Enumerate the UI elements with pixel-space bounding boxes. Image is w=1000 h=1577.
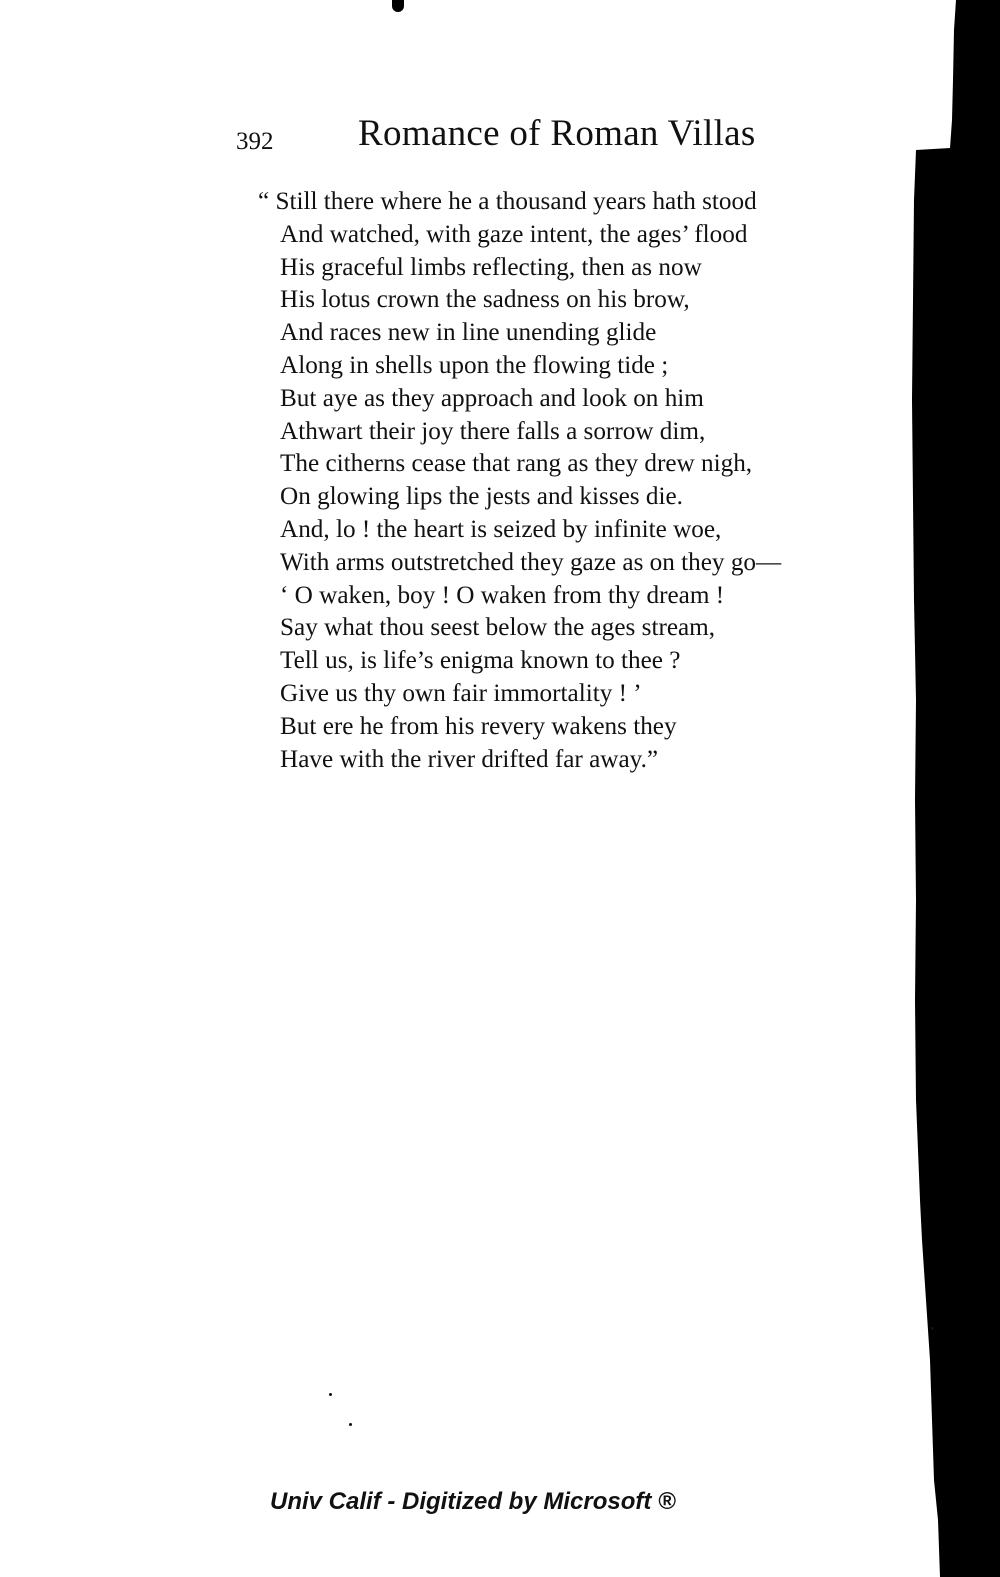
- poem-line: And races new in line unending glide: [280, 319, 657, 347]
- scan-edge-shadow: [910, 0, 1000, 1577]
- poem-line: But aye as they approach and look on him: [280, 384, 704, 412]
- poem-line: Tell us, is life’s enigma known to thee ?: [280, 647, 681, 675]
- poem-line: And watched, with gaze intent, the ages’ flood: [280, 220, 748, 248]
- speck: [349, 1423, 352, 1426]
- speck: [329, 1393, 332, 1396]
- poem-line: Have with the river drifted far away.”: [280, 745, 659, 773]
- poem-line: On glowing lips the jests and kisses die.: [280, 483, 683, 511]
- page-number: 392: [236, 128, 274, 155]
- poem-line: And, lo ! the heart is seized by infinite woe,: [280, 515, 722, 543]
- poem-line: The citherns cease that rang as they drew nigh,: [280, 450, 753, 478]
- poem-line: His lotus crown the sadness on his brow,: [280, 286, 690, 314]
- running-title: Romance of Roman Villas: [358, 113, 756, 154]
- poem-line: Give us thy own fair immortality ! ’: [280, 679, 642, 707]
- poem-line: Athwart their joy there falls a sorrow dim,: [280, 417, 706, 445]
- ink-blot: [392, 0, 404, 12]
- page-header: [236, 112, 856, 162]
- poem-line: With arms outstretched they gaze as on they go—: [280, 548, 782, 576]
- poem-line: ‘ O waken, boy ! O waken from thy dream !: [280, 581, 725, 609]
- poem-line: But ere he from his revery wakens they: [280, 712, 677, 740]
- poem-line: “ Still there where he a thousand years hath stood: [258, 188, 757, 215]
- poem-line: Along in shells upon the flowing tide ;: [280, 351, 669, 379]
- poem: [258, 186, 918, 776]
- poem-line: Say what thou seest below the ages stream,: [280, 614, 716, 642]
- speck: [931, 1327, 934, 1330]
- digitization-watermark: Univ Calif - Digitized by Microsoft ®: [270, 1488, 676, 1515]
- poem-line: His graceful limbs reflecting, then as now: [280, 253, 702, 281]
